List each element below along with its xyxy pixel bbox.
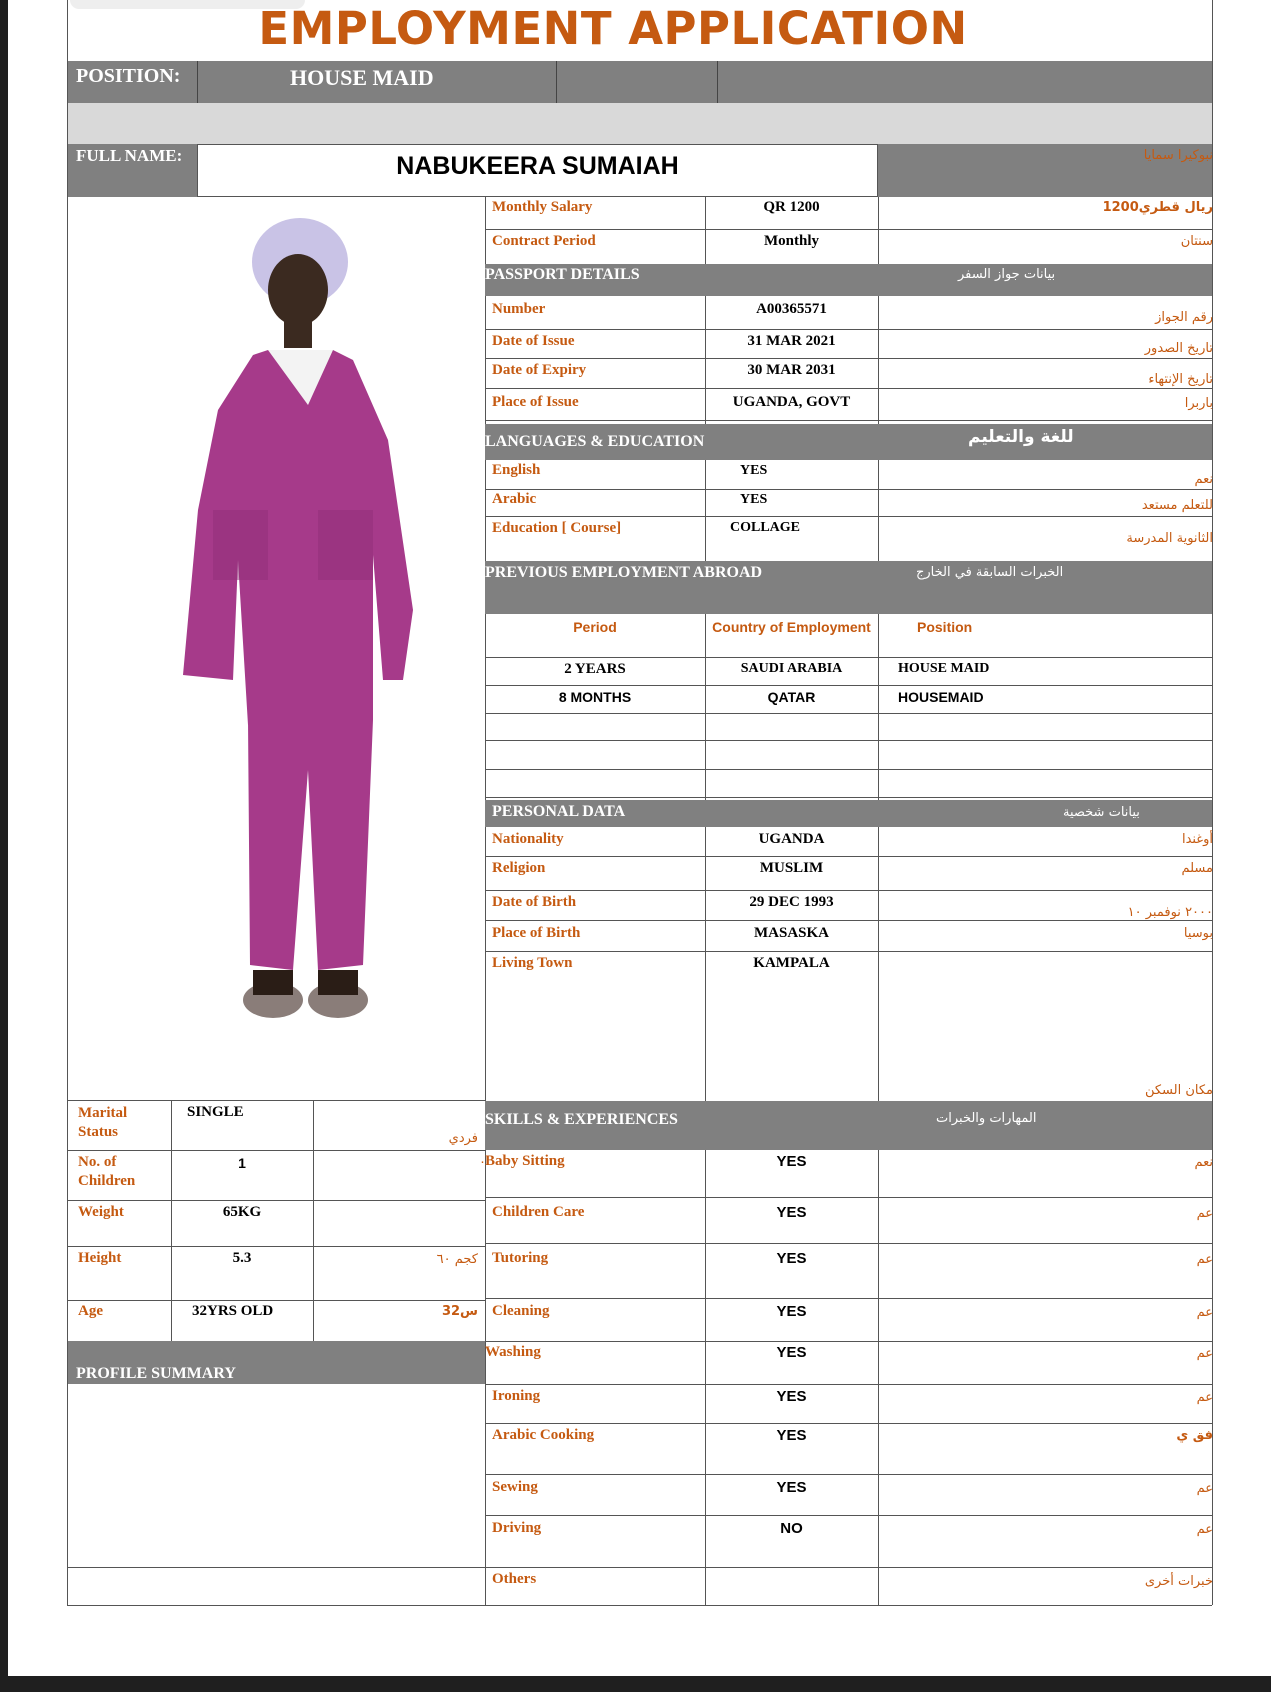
children-label: No. of Children xyxy=(78,1154,136,1189)
age-arabic: س32 xyxy=(441,1304,478,1319)
height-label: Height xyxy=(78,1250,122,1266)
date-of-issue-arabic: تاريخ الصدور xyxy=(1144,341,1213,356)
skill-ironing-value: YES xyxy=(776,1388,807,1405)
height-value: 5.3 xyxy=(232,1250,252,1266)
full-name-label: FULL NAME: xyxy=(76,146,183,165)
age-value: 32YRS OLD xyxy=(192,1303,274,1319)
skill-ironing-arabic: عم xyxy=(1196,1390,1213,1405)
skill-cleaning-label: Cleaning xyxy=(492,1303,550,1319)
place-of-issue-value: UGANDA, GOVT xyxy=(732,394,851,410)
skill-arabic-cooking-label: Arabic Cooking xyxy=(492,1427,595,1443)
page-title: EMPLOYMENT APPLICATION xyxy=(258,2,968,55)
living-town-value: KAMPALA xyxy=(753,955,830,971)
living-town-arabic: مكان السكن xyxy=(1144,1083,1213,1098)
employment-header-arabic: الخبرات السابقة في الخارج xyxy=(916,565,1064,580)
arabic-arabic: للتعلم مستعد xyxy=(1141,498,1213,513)
english-value: YES xyxy=(740,463,768,478)
marital-status-label: Marital Status xyxy=(78,1105,128,1140)
skill-arabic-cooking-value: YES xyxy=(776,1427,807,1444)
profile-summary-label: PROFILE SUMMARY xyxy=(76,1365,236,1382)
skill-washing-value: YES xyxy=(776,1344,807,1361)
employment-row-position: HOUSE MAID xyxy=(898,661,990,676)
skill-driving-arabic: عم xyxy=(1196,1522,1213,1537)
country-column-header: Country of Employment xyxy=(712,619,871,635)
passport-header-label: PASSPORT DETAILS xyxy=(485,266,640,283)
full-name-arabic: نبوكيرا سمايا xyxy=(1143,148,1213,163)
marital-status-arabic: فردي xyxy=(448,1131,478,1146)
passport-number-value: A00365571 xyxy=(756,301,827,317)
nationality-value: UGANDA xyxy=(758,831,825,847)
skill-baby-sitting-arabic: نعم xyxy=(1194,1155,1213,1170)
skill-sewing-arabic: عم xyxy=(1196,1481,1213,1496)
monthly-salary-value: QR 1200 xyxy=(763,199,820,215)
period-column-header: Period xyxy=(573,619,617,635)
position-value: HOUSE MAID xyxy=(290,65,434,90)
languages-header-arabic: للغة والتعليم xyxy=(968,427,1074,447)
skill-tutoring-value: YES xyxy=(776,1250,807,1267)
place-of-issue-arabic: باربرا xyxy=(1184,396,1213,411)
religion-value: MUSLIM xyxy=(759,860,824,876)
arabic-value: YES xyxy=(740,492,768,507)
skill-cleaning-value: YES xyxy=(776,1303,807,1320)
nationality-label: Nationality xyxy=(492,831,564,847)
education-label: Education [ Course] xyxy=(492,520,622,536)
weight-label: Weight xyxy=(78,1204,124,1220)
date-of-expiry-arabic: تاريخ الإنتهاء xyxy=(1148,372,1213,387)
passport-number-arabic: رقم الجواز xyxy=(1155,310,1213,325)
skill-driving-value: NO xyxy=(780,1520,803,1537)
contract-period-value: Monthly xyxy=(763,233,819,249)
place-of-issue-label: Place of Issue xyxy=(492,394,579,410)
skill-tutoring-arabic: عم xyxy=(1196,1252,1213,1267)
skill-sewing-label: Sewing xyxy=(492,1479,538,1495)
passport-header-arabic: بيانات جواز السفر xyxy=(958,267,1056,282)
skill-washing-arabic: عم xyxy=(1196,1346,1213,1361)
skills-header-arabic: المهارات والخبرات xyxy=(936,1111,1037,1126)
height-arabic: كجم ٦٠ xyxy=(436,1252,478,1267)
employment-header-label: PREVIOUS EMPLOYMENT ABROAD xyxy=(485,564,763,581)
skill-others-label: Others xyxy=(492,1571,537,1587)
english-arabic: نعم xyxy=(1194,472,1213,487)
children-value: 1 xyxy=(238,1155,246,1171)
weight-value: 65KG xyxy=(222,1204,262,1220)
position-column-header: Position xyxy=(917,619,973,635)
position-label: POSITION: xyxy=(76,65,181,87)
place-of-birth-arabic: بوسيا xyxy=(1183,926,1213,941)
skill-sewing-value: YES xyxy=(776,1479,807,1496)
date-of-issue-value: 31 MAR 2021 xyxy=(747,333,836,349)
date-of-expiry-value: 30 MAR 2031 xyxy=(747,362,836,378)
place-of-birth-value: MASASKA xyxy=(753,925,829,941)
education-value: COLLAGE xyxy=(730,520,801,535)
skills-header-label: SKILLS & EXPERIENCES xyxy=(485,1111,678,1128)
skill-children-care-arabic: عم xyxy=(1196,1206,1213,1221)
skill-tutoring-label: Tutoring xyxy=(492,1250,549,1266)
skill-washing-label: Washing xyxy=(485,1344,541,1360)
arabic-label: Arabic xyxy=(492,491,537,507)
skill-arabic-cooking-arabic: فق ي xyxy=(1176,1428,1213,1443)
personal-data-header-arabic: بيانات شخصية xyxy=(1063,805,1140,820)
marital-status-value: SINGLE xyxy=(187,1104,244,1120)
contract-period-label: Contract Period xyxy=(492,233,596,249)
skill-baby-sitting-value: YES xyxy=(776,1153,807,1170)
religion-arabic: مسلم xyxy=(1181,861,1213,876)
skill-children-care-label: Children Care xyxy=(492,1204,585,1220)
passport-number-label: Number xyxy=(492,301,546,317)
english-label: English xyxy=(492,462,541,478)
employment-row-position: HOUSEMAID xyxy=(898,689,984,705)
employment-row-country: SAUDI ARABIA xyxy=(740,661,843,676)
age-label: Age xyxy=(78,1303,103,1319)
date-of-birth-value: 29 DEC 1993 xyxy=(749,894,834,910)
skill-others-arabic: خبرات أخرى xyxy=(1144,1574,1213,1589)
skill-ironing-label: Ironing xyxy=(492,1388,541,1404)
skill-driving-label: Driving xyxy=(492,1520,542,1536)
languages-header-label: LANGUAGES & EDUCATION xyxy=(485,433,705,450)
form-frame xyxy=(67,0,1213,1605)
skill-children-care-value: YES xyxy=(776,1204,807,1221)
application-page xyxy=(8,0,1271,1676)
living-town-label: Living Town xyxy=(492,955,573,971)
date-of-issue-label: Date of Issue xyxy=(492,333,575,349)
education-arabic: الثانوية المدرسة xyxy=(1126,531,1213,546)
date-of-expiry-label: Date of Expiry xyxy=(492,362,587,378)
monthly-salary-arabic: ريال قطري1200 xyxy=(1102,200,1213,215)
employment-row-period: 2 YEARS xyxy=(564,661,626,677)
employment-row-period: 8 MONTHS xyxy=(558,689,632,705)
contract-period-arabic: سنتان xyxy=(1180,234,1213,249)
personal-data-header-label: PERSONAL DATA xyxy=(492,803,626,820)
date-of-birth-arabic: ٢٠٠٠ نوفمبر ١٠ xyxy=(1127,905,1213,920)
place-of-birth-label: Place of Birth xyxy=(492,925,581,941)
religion-label: Religion xyxy=(492,860,546,876)
monthly-salary-label: Monthly Salary xyxy=(492,199,593,215)
date-of-birth-label: Date of Birth xyxy=(492,894,577,910)
skill-cleaning-arabic: عم xyxy=(1196,1305,1213,1320)
children-arabic: ٠ xyxy=(479,1155,486,1170)
skill-baby-sitting-label: Baby Sitting xyxy=(485,1153,565,1169)
full-name-value: NABUKEERA SUMAIAH xyxy=(396,152,679,180)
employment-row-country: QATAR xyxy=(767,689,816,705)
nationality-arabic: أوغندا xyxy=(1181,832,1213,847)
